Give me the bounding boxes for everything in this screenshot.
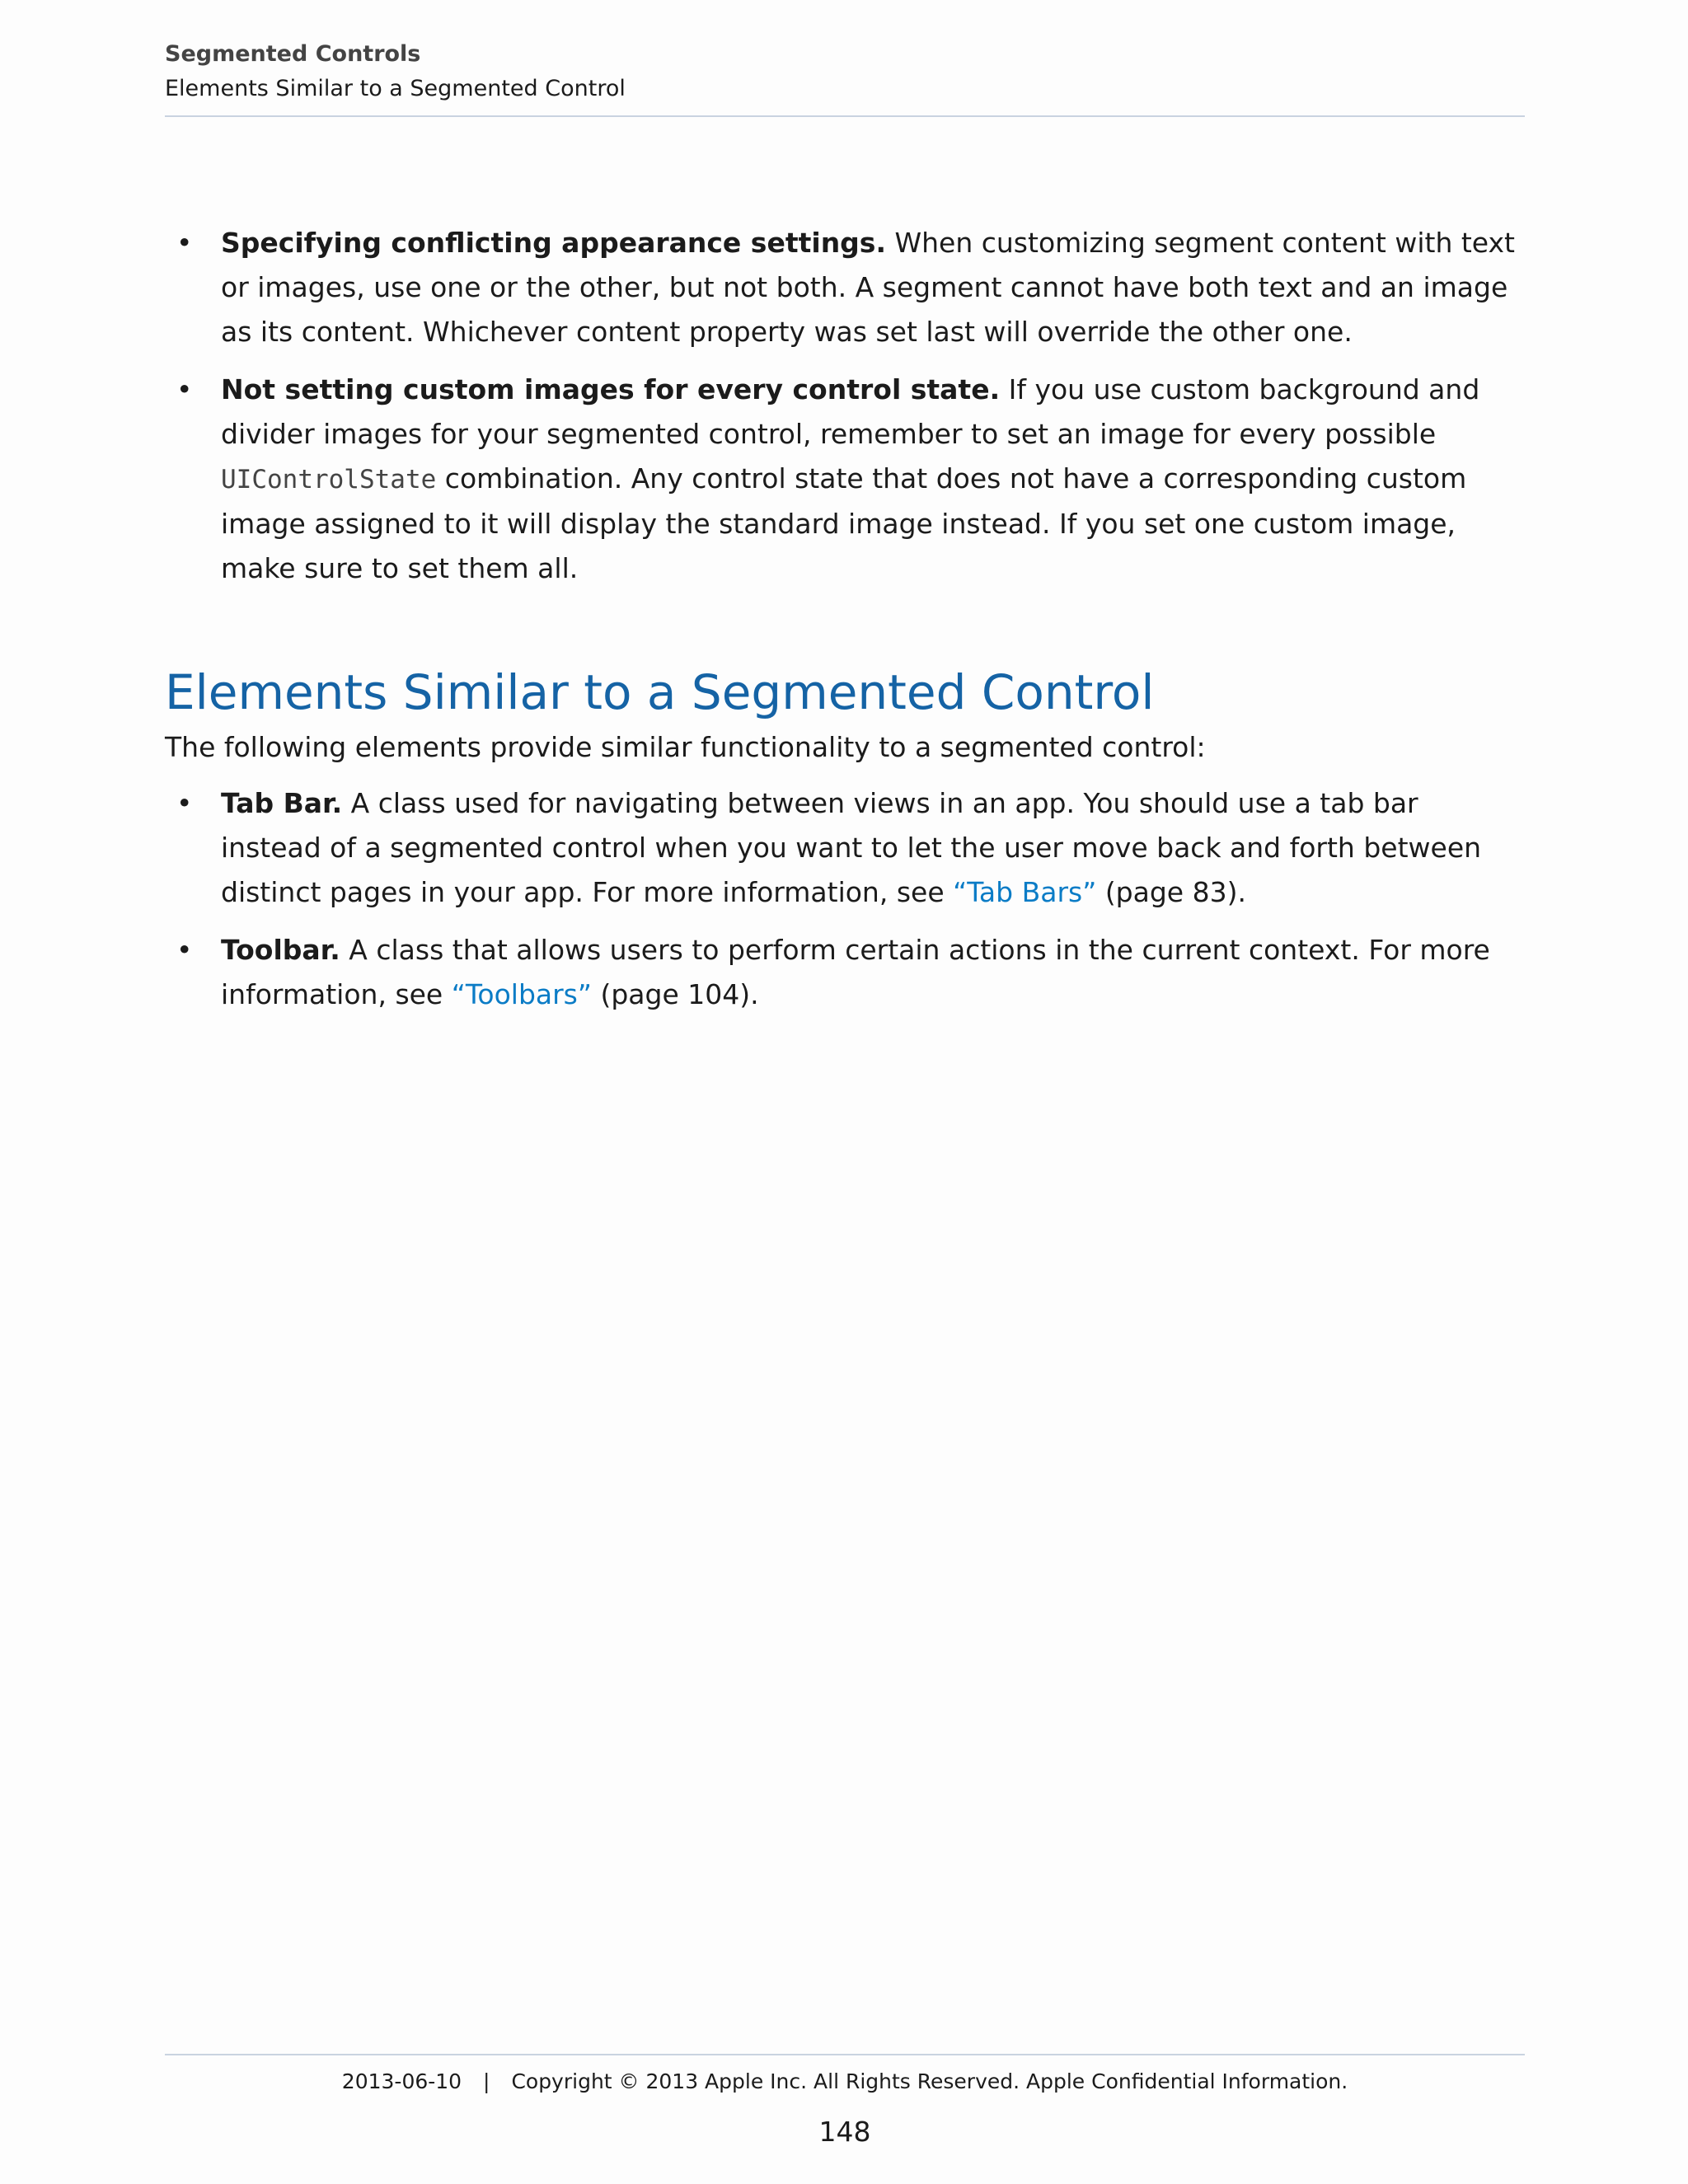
tab-bars-link[interactable]: “Tab Bars”: [953, 876, 1097, 908]
bullet-lead: Not setting custom images for every control state.: [221, 373, 1001, 405]
code-symbol: UIControlState: [221, 465, 437, 494]
footer-copyright: Copyright © 2013 Apple Inc. All Rights Reserved. Apple Confidential Information.: [511, 2069, 1348, 2093]
header-subsection-title: Elements Similar to a Segmented Control: [165, 76, 626, 101]
running-header: [165, 38, 1525, 117]
top-bullet-list: [165, 221, 1525, 604]
bullet-icon: •: [176, 373, 193, 405]
bullet-text: combination. Any control state that does not have a corresponding custom image assigned to it will display the standard image instead. If you set one custom image, make sure to set them all.: [221, 462, 1467, 584]
list-item: [165, 368, 1525, 591]
bullet-icon: •: [176, 227, 193, 259]
section-heading: Elements Similar to a Segmented Control: [165, 664, 1155, 720]
list-item: [165, 781, 1525, 915]
toolbars-link[interactable]: “Toolbars”: [451, 978, 592, 1010]
bullet-lead: Tab Bar.: [221, 787, 343, 819]
footer: [165, 2067, 1525, 2097]
bullet-icon: •: [176, 787, 193, 819]
similar-elements-section: [165, 659, 1525, 1030]
bullet-text: When customizing segment content with text or images, use one or the other, but not both. A segment cannot have both text and an image as its content. Whichever content property was set last will override the other one.: [221, 227, 1515, 348]
page-number: 148: [818, 2116, 871, 2148]
footer-separator: |: [483, 2069, 490, 2093]
bullet-icon: •: [176, 934, 193, 966]
page-reference: (page 83).: [1104, 876, 1246, 908]
list-item: [165, 928, 1525, 1017]
header-section-title: Segmented Controls: [165, 41, 421, 67]
footer-divider: [165, 2054, 1525, 2055]
bullet-lead: Specifying conflicting appearance settings.: [221, 227, 886, 259]
section-intro: The following elements provide similar functionality to a segmented control:: [165, 731, 1206, 763]
bullet-lead: Toolbar.: [221, 934, 340, 966]
bullet-text: If you use custom background and divider images for your segmented control, remember to set an image for every possible: [221, 373, 1480, 450]
bullet-text: A class that allows users to perform certain actions in the current context. For more information, see: [221, 934, 1490, 1010]
list-item: [165, 221, 1525, 354]
bullet-text: A class used for navigating between views in an app. You should use a tab bar instead of a segmented control when you want to let the user move back and forth between distinct pages in your app. For more information, see: [221, 787, 1482, 908]
footer-date: 2013-06-10: [341, 2069, 462, 2093]
page-reference: (page 104).: [600, 978, 759, 1010]
